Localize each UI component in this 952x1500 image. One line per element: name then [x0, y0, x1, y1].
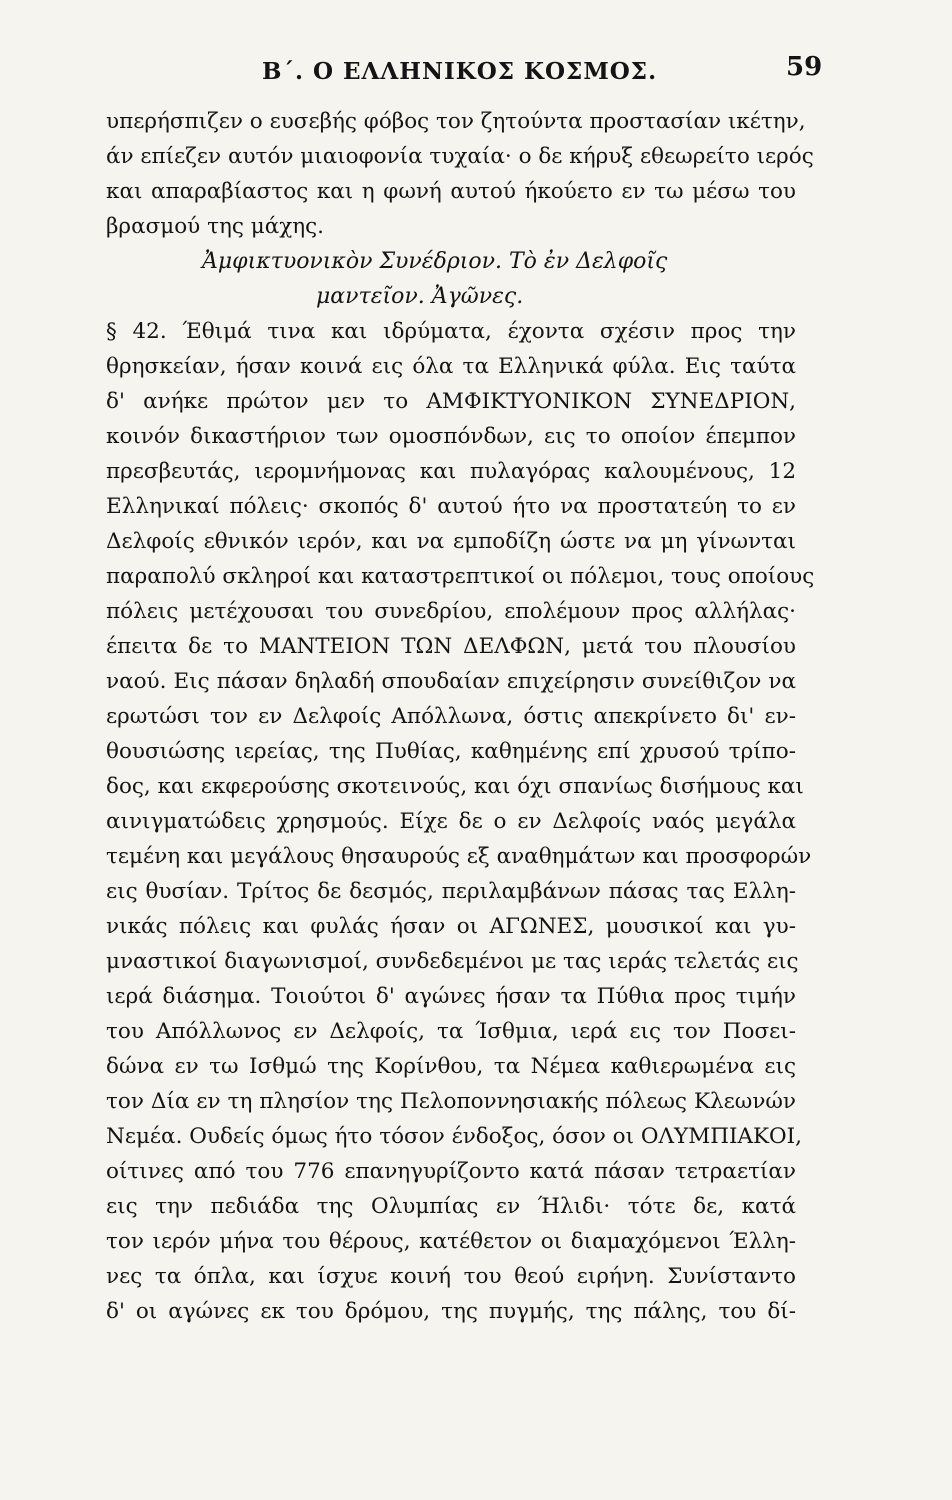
text-line: υπερήσπιζεν ο ευσεβής φόβος τον ζητούντα προστασίαν ικέτην,	[106, 109, 806, 134]
paragraph-line: πόλεις μετέχουσαι του συνεδρίου, επολέμουν προς αλλήλας·	[106, 599, 796, 624]
paragraph-line: παραπολύ σκληροί και καταστρεπτικοί οι πόλεμοι, τους οποίους	[106, 564, 815, 589]
paragraph-line: νικάς πόλεις και φυλάς ήσαν οι ΑΓΩΝΕΣ, μουσικοί και γυ-	[106, 914, 796, 939]
paragraph-line: εις θυσίαν. Τρίτος δε δεσμός, περιλαμβάνων πάσας τας Ελλη-	[106, 879, 796, 904]
paragraph-line: ιερά διάσημα. Τοιούτοι δ' αγώνες ήσαν τα Πύθια προς τιμήν	[106, 984, 796, 1009]
text-line: βρασμού της μάχης.	[106, 214, 325, 239]
paragraph-line: δ' οι αγώνες εκ του δρόμου, της πυγμής, της πάλης, του δί-	[106, 1299, 796, 1324]
paragraph-line: μναστικοί διαγωνισμοί, συνδεδεμένοι με τας ιεράς τελετάς εις	[106, 949, 799, 974]
paragraph-line: νες τα όπλα, και ίσχυε κοινή του θεού ειρήνη. Συνίσταντο	[106, 1264, 796, 1289]
paragraph-line: κοινόν δικαστήριον των ομοσπόνδων, εις το οποίον έπεμπον	[106, 424, 796, 449]
paragraph-line: του Απόλλωνος εν Δελφοίς, τα Ίσθμια, ιερά εις τον Ποσει-	[106, 1019, 796, 1044]
running-title: Β΄. Ο ΕΛΛΗΝΙΚΟΣ ΚΟΣΜΟΣ.	[262, 58, 658, 85]
paragraph-line: έπειτα δε το ΜΑΝΤΕΙΟΝ ΤΩΝ ΔΕΛΦΩΝ, μετά του πλουσίου	[106, 634, 796, 659]
text-line: άν επίεζεν αυτόν μιαιοφονία τυχαία· ο δε κήρυξ εθεωρείτο ιερός	[106, 144, 814, 169]
section-subheading: Ἀμφικτυονικὸν Συνέδριον. Τὸ ἐν Δελφοῖς	[202, 249, 668, 274]
paragraph-line: § 42. Έθιμά τινα και ιδρύματα, έχοντα σχέσιν προς την	[106, 319, 796, 344]
paragraph-line: Δελφοίς εθνικόν ιερόν, και να εμποδίζη ώστε να μη γίνωνται	[106, 529, 796, 554]
text-line: και απαραβίαστος και η φωνή αυτού ήκούετο εν τω μέσω του	[106, 179, 796, 204]
paragraph-line: θουσιώσης ιερείας, της Πυθίας, καθημένης επί χρυσού τρίπο-	[106, 739, 796, 764]
paragraph-line: ερωτώσι τον εν Δελφοίς Απόλλωνα, όστις απεκρίνετο δι' εν-	[106, 704, 796, 729]
section-subheading: μαντεῖον. Ἀγῶνες.	[316, 284, 524, 309]
paragraph-line: θρησκείαν, ήσαν κοινά εις όλα τα Ελληνικά φύλα. Εις ταύτα	[106, 354, 796, 379]
paragraph-line: τον ιερόν μήνα του θέρους, κατέθετον οι διαμαχόμενοι Έλλη-	[106, 1229, 796, 1254]
paragraph-line: ναού. Εις πάσαν δηλαδή σπουδαίαν επιχείρησιν συνείθιζον να	[106, 669, 796, 694]
paragraph-line: οίτινες από του 776 επανηγυρίζοντο κατά πάσαν τετραετίαν	[106, 1159, 796, 1184]
paragraph-line: τεμένη και μεγάλους θησαυρούς εξ αναθημάτων και προσφορών	[106, 844, 812, 869]
page-header	[0, 52, 952, 96]
paragraph-line: εις την πεδιάδα της Ολυμπίας εν Ήλιδι· τότε δε, κατά	[106, 1194, 796, 1219]
paragraph-line: τον Δία εν τη πλησίον της Πελοποννησιακής πόλεως Κλεωνών	[106, 1089, 796, 1114]
paragraph-line: δ' ανήκε πρώτον μεν το ΑΜΦΙΚΤΥΟΝΙΚΟΝ ΣΥΝΕΔΡΙΟΝ,	[106, 389, 796, 414]
paragraph-line: δος, και εκφερούσης σκοτεινούς, και όχι σπανίως δισήμους και	[106, 774, 804, 799]
paragraph-line: Ελληνικαί πόλεις· σκοπός δ' αυτού ήτο να προστατεύη το εν	[106, 494, 796, 519]
paragraph-line: δώνα εν τω Ισθμώ της Κορίνθου, τα Νέμεα καθιερωμένα εις	[106, 1054, 796, 1079]
page-body	[106, 104, 815, 1329]
paragraph-line: πρεσβευτάς, ιερομνήμονας και πυλαγόρας καλουμένους, 12	[106, 459, 796, 484]
paragraph-line: Νεμέα. Ουδείς όμως ήτο τόσον ένδοξος, όσον οι ΟΛΥΜΠΙΑΚΟΙ,	[106, 1124, 802, 1149]
paragraph-line: αινιγματώδεις χρησμούς. Είχε δε ο εν Δελφοίς ναός μεγάλα	[106, 809, 796, 834]
page-number: 59	[786, 52, 823, 82]
